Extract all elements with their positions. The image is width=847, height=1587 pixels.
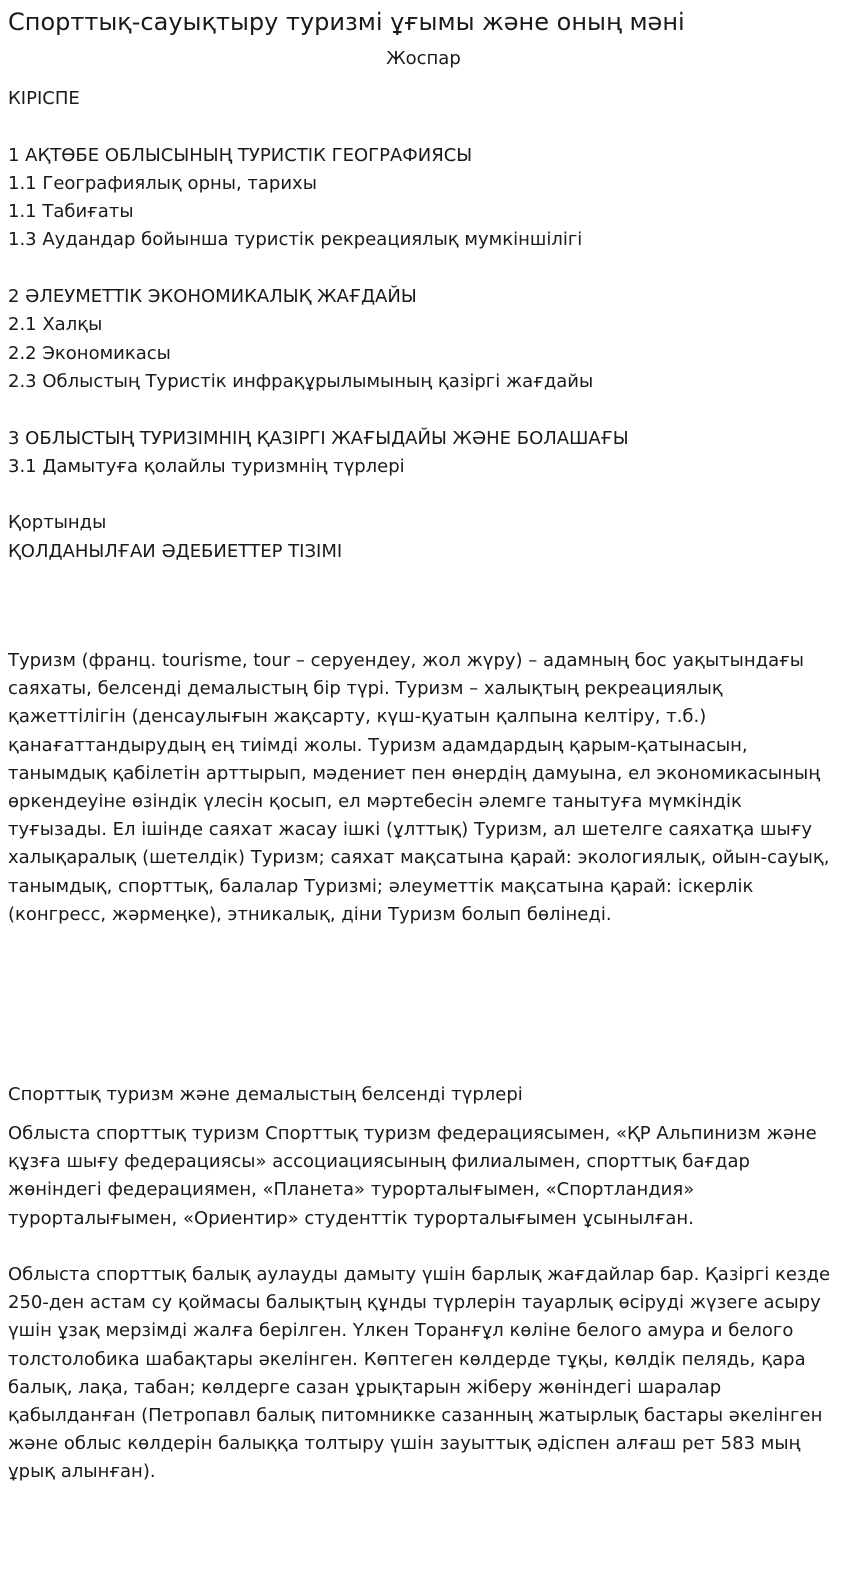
sport-paragraph-1: Облыста спорттық туризм Спорттық туризм федерациясымен, «ҚР Альпинизм және құзға шығу федерациясы» ассоциациясының филиалымен, спорттық бағдар жөніндегі федерациямен, «Планета» турорталығымен, «Спортландия» турорталығымен, «Ориентир» студенттік турорталығымен ұсынылған.: [8, 1123, 817, 1229]
toc-item-1-1-nature: 1.1 Табиғаты: [8, 201, 134, 223]
toc-item-2-1: 2.1 Халқы: [8, 314, 103, 336]
toc-spacer: [8, 113, 839, 141]
toc-item-chapter-3: 3 ОБЛЫСТЫҢ ТУРИЗІМНІҢ ҚАЗІРГІ ЖАҒЫДАЙЫ ЖӘНЕ БОЛАШАҒЫ: [8, 427, 629, 449]
document-title: Спорттық-сауықтыру туризмі ұғымы және оның мәні: [8, 8, 685, 36]
toc-item-2-3: 2.3 Облыстың Туристік инфрақұрылымының қазіргі жағдайы: [8, 370, 594, 392]
sport-paragraph-2: Облыста спорттық балық аулауды дамыту үшін барлық жағдайлар бар. Қазіргі кезде 250-ден астам су қоймасы балықтың құнды түрлерін тауарлық өсіруді жүзеге асыру үшін ұзақ мерзімді жалға берілген. Үлкен Торанғұл көліне белого амура и белого толстолобика шабақтары әкелінген. Көптеген көлдерде тұқы, көлдік пелядь, қара балық, лақа, табан; көлдерге сазан ұрықтарын жіберу жөніндегі шаралар қабылданған (Петропавл балық питомникке сазанның жатырлық бастары әкелінген және облыс көлдерін балыққа толтыру үшін зауыттық әдіспен алғаш рет 583 мың ұрық алынған).: [8, 1264, 831, 1483]
toc-item-chapter-2: 2 ӘЛЕУМЕТТІК ЭКОНОМИКАЛЫҚ ЖАҒДАЙЫ: [8, 286, 417, 308]
toc-item-1-1: 1.1 Географиялық орны, тарихы: [8, 172, 317, 194]
toc-item-conclusion: Қортынды: [8, 512, 107, 534]
table-of-contents: [8, 85, 839, 566]
toc-item-1-3: 1.3 Аудандар бойынша туристік рекреациялық мумкіншілігі: [8, 229, 583, 251]
plan-heading: Жоспар: [386, 48, 461, 69]
intro-paragraph: Туризм (франц. tourisme, tour – серуендеу, жол жүру) – адамның бос уақытындағы саяхаты, белсенді демалыстың бір түрі. Туризм – халықтың рекреациялық қажеттілігін (денсаулығын жақсарту, күш-қуатын қалпына келтіру, т.б.) қанағаттандырудың ең тиімді жолы. Туризм адамдардың қарым-қатынасын, танымдық қабілетін арттырып, мәдениет пен өнердің дамуына, ел экономикасының өркендеуіне өзіндік үлесін қосып, ел мәртебесін әлемге танытуға мүмкіндік туғызады. Ел ішінде саяхат жасау ішкі (ұлттық) Туризм, ал шетелге саяхатқа шығу халықаралық (шетелдік) Туризм; саяхат мақсатына қарай: экологиялық, ойын-сауық, танымдық, спорттық, балалар Туризмі; әлеуметтік мақсатына қарай: іскерлік (конгресс, жәрмеңке), этникалық, діни Туризм болып бөлінеді.: [8, 650, 830, 925]
toc-spacer: [8, 481, 839, 509]
toc-item-introduction: КІРІСПЕ: [8, 88, 80, 109]
toc-item-2-2: 2.2 Экономикасы: [8, 342, 171, 364]
toc-spacer: [8, 255, 839, 283]
section-heading: Спорттық туризм және демалыстың белсенді түрлері: [8, 1084, 523, 1105]
toc-item-3-1: 3.1 Дамытуға қолайлы туризмнің түрлері: [8, 455, 405, 477]
toc-item-bibliography: ҚОЛДАНЫЛҒАИ ӘДЕБИЕТТЕР ТІЗІМІ: [8, 540, 343, 562]
toc-spacer: [8, 396, 839, 424]
toc-item-chapter-1: 1 АҚТӨБЕ ОБЛЫСЫНЫҢ ТУРИСТІК ГЕОГРАФИЯСЫ: [8, 144, 473, 166]
